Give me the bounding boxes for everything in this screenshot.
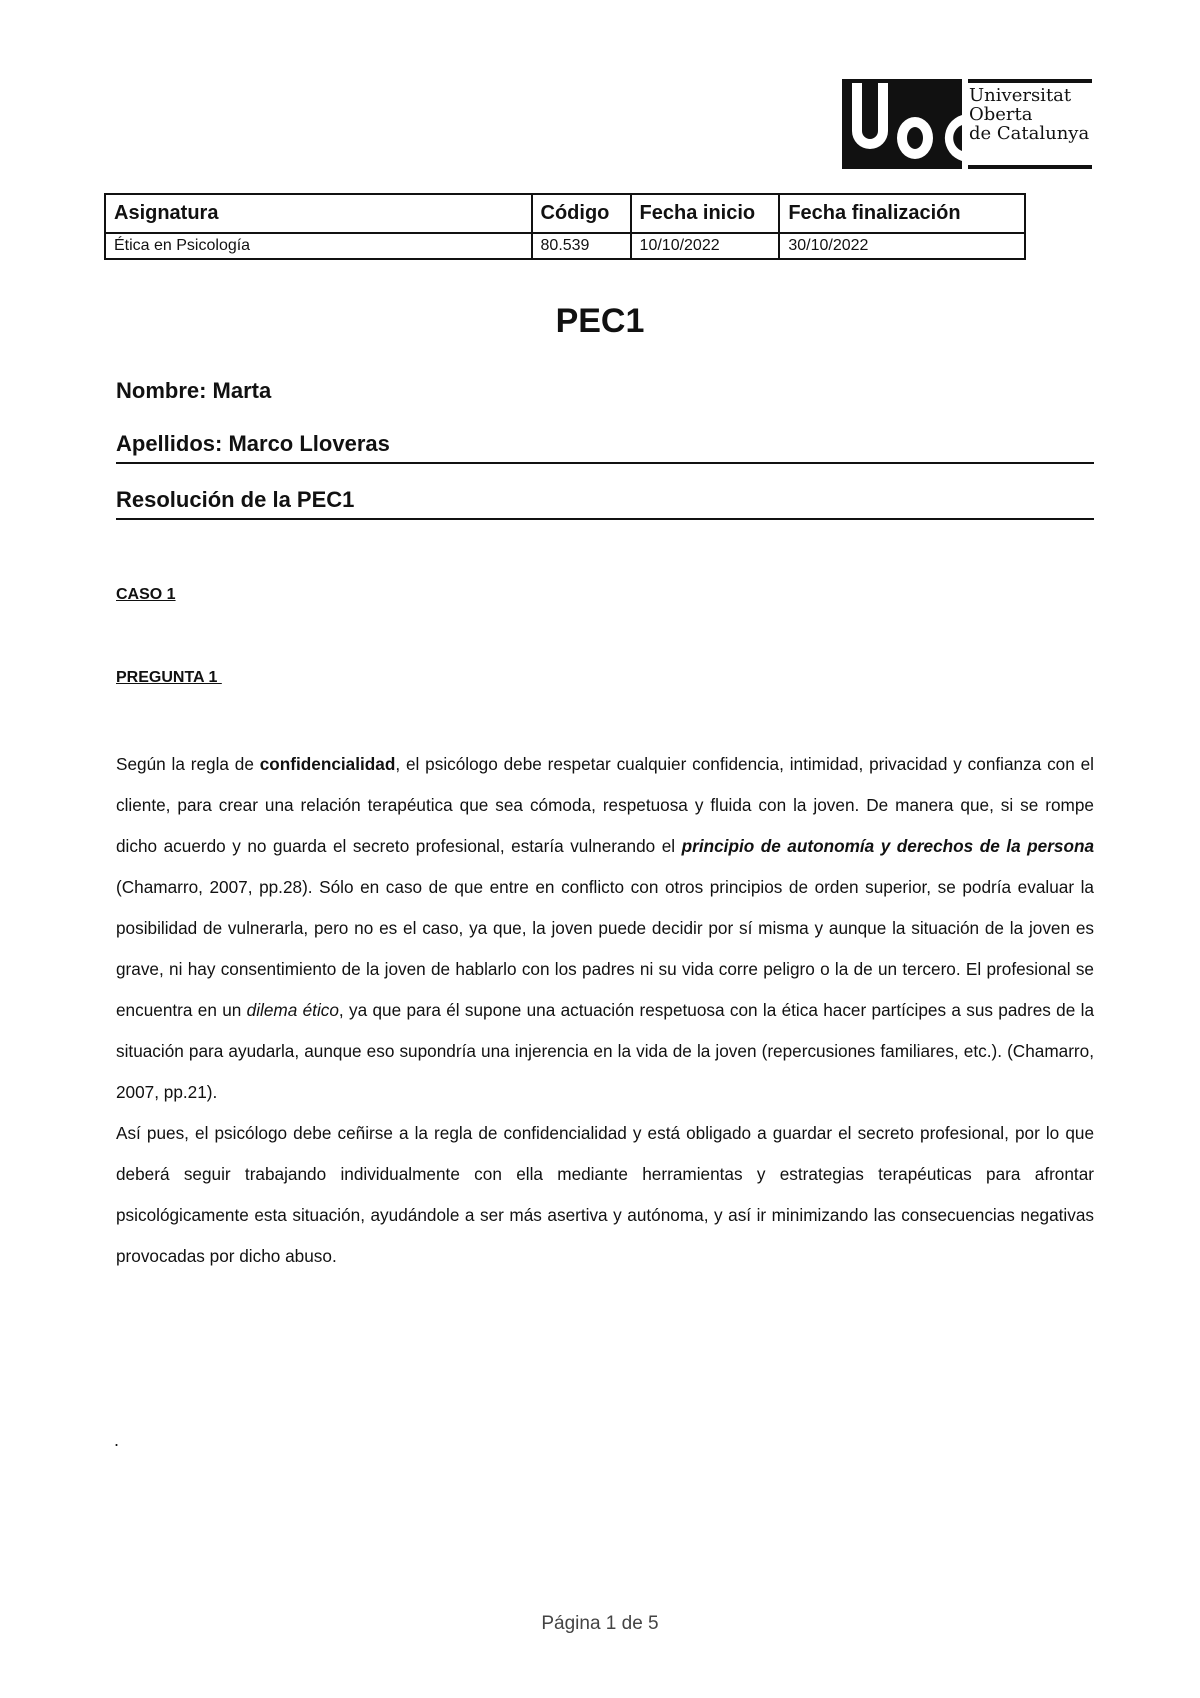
divider: [116, 518, 1094, 520]
table-row: [105, 233, 1025, 259]
bold-term: confidencialidad: [259, 754, 396, 774]
logo-line-1: Universitat: [969, 85, 1072, 106]
text-run: , ya que para él supone una actuación respetuosa con la ética hacer partícipes a sus padres de la situación para ayudarla, aunque eso supondría una injerencia en la vida de la joven (repercusiones familiares, etc.). (Chamarro, 2007, pp.21).: [116, 1000, 1095, 1102]
case-heading: CASO 1: [116, 586, 176, 603]
uoc-logo-mark: [842, 79, 962, 169]
page-footer: Página 1 de 5: [541, 1613, 659, 1634]
logo-top-rule: [968, 79, 1092, 83]
cell-fecha-inicio: 10/10/2022: [631, 233, 780, 259]
text-run: (Chamarro, 2007, pp.28). Sólo en caso de que entre en conflicto con otros principios de orden superior, se podría evaluar la posibilidad de vulnerarla, pero no es el caso, ya que, la joven puede decidir por sí misma y aunque la situación de la joven es grave, ni hay consentimiento de la joven de hablarlo con los padres ni su vida corre peligro o la de un tercero. El profesional se encuentra en un: [116, 877, 1094, 1020]
text-run: , el psicólogo debe respetar cualquier confidencia, intimidad, privacidad y confianza con el cliente, para crear una relación terapéutica que sea cómoda, respetuosa y fluida con la joven. De manera que, si se rompe dicho acuerdo y no guarda el secreto profesional, estaría vulnerando el: [116, 754, 1095, 856]
paragraph: [116, 744, 1094, 1113]
cell-codigo: 80.539: [532, 233, 631, 259]
text-run: Según la regla de: [116, 754, 260, 774]
trailing-dot: .: [114, 1430, 120, 1450]
section-heading: Resolución de la PEC1: [116, 487, 355, 512]
bold-italic-term: principio de autonomía y derechos de la persona: [681, 836, 1095, 856]
italic-term: dilema ético: [246, 1000, 339, 1020]
question-heading: PREGUNTA 1: [116, 669, 222, 686]
logo-line-2: Oberta: [969, 104, 1033, 125]
student-surnames: Apellidos: Marco Lloveras: [116, 431, 390, 456]
answer-body: [116, 744, 1094, 1277]
table-header-row: [105, 194, 1025, 233]
page-title: PEC1: [555, 302, 645, 340]
logo-bottom-rule: [968, 165, 1092, 169]
divider: [116, 462, 1094, 464]
header-fecha-inicio: Fecha inicio: [631, 194, 780, 233]
cell-asignatura: Ética en Psicología: [105, 233, 532, 259]
uoc-logo-wordmark: [968, 79, 1092, 169]
paragraph: Así pues, el psicólogo debe ceñirse a la regla de confidencialidad y está obligado a guardar el secreto profesional, por lo que deberá seguir trabajando individualmente con ella mediante herramientas y estrategias terapéuticas para afrontar psicológicamente esta situación, ayudándole a ser más asertiva y autónoma, y así ir minimizando las consecuencias negativas provocadas por dicho abuso.: [116, 1123, 1094, 1266]
cell-fecha-finalizacion: 30/10/2022: [779, 233, 1025, 259]
header-asignatura: Asignatura: [105, 194, 532, 233]
uoc-logo: [842, 79, 1092, 169]
logo-line-3: de Catalunya: [969, 123, 1090, 144]
subject-info-table: [104, 193, 1026, 260]
header-fecha-finalizacion: Fecha finalización: [779, 194, 1025, 233]
header-codigo: Código: [532, 194, 631, 233]
student-name: Nombre: Marta: [116, 378, 272, 403]
